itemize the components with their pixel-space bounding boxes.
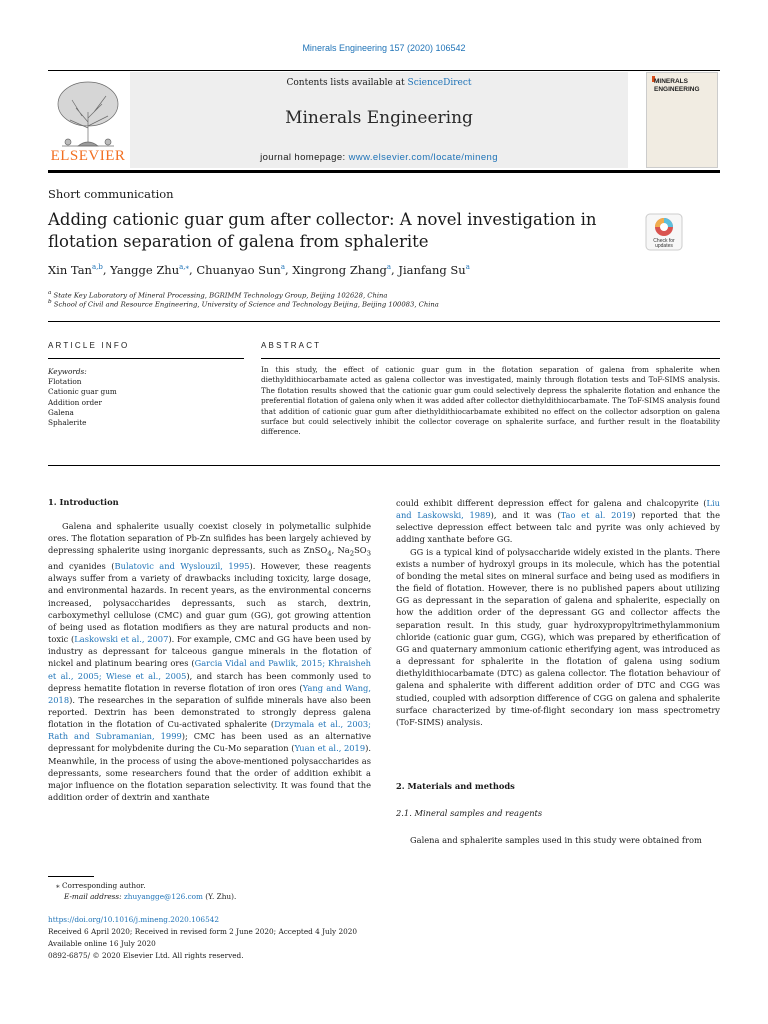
author-affiliation-mark[interactable]: a,⁎ xyxy=(179,263,190,272)
paragraph: Galena and sphalerite usually coexist closely in polymetallic sulphide ores. The flotation separation of Pb-Zn sulfides has been largely achieved by depressing sphalerite using inorganic depressants, such as ZnSO$_4$, $Na_2SO_3$ and cyanides (Bulatovic and Wyslouzil, 1995). However, these reagents always suffer from a variety of drawbacks including toxicity, large dosage, and environmental hazards. In recent years, as the environmental concerns increased, polysaccharides depressants, such as starch, dextrin, carboxymethyl cellulose (CMC) and guar gum (GG), got growing attention of being used as flotation modifiers as they are natural products and non-toxic (Laskowski et al., 2007). For example, CMC and GG have been used by industry as depressant for talceous gangue minerals in the flotation of nickel and platinum bearing ores (Garcia Vidal and Pawlik, 2015; Khraisheh et al., 2005; Wiese et al., 2005), and starch has been commonly used to depress hematite flotation in reverse flotation of iron ores (Yang and Wang, 2018). The researches in the separation of sulfide minerals have also been reported. Dextrin has been demonstrated to strongly depress galena flotation in the flotation of Cu-activated sphalerite (Drzymala et al., 2003; Rath and Subramanian, 1999); CMC has been used as an alternative depressant for molybdenite during the Cu-Mo separation (Yuan et al., 2019). Meanwhile, in the process of using the above-mentioned polysaccharides as depressants, some researchers found that the order of addition exhibit a major influence on the flotation separation selectivity. It was found that the addition order of dextrin and xanthate xyxy=(48,521,371,803)
journal-name: Minerals Engineering xyxy=(285,108,473,128)
header-rule-top xyxy=(48,70,720,71)
divider xyxy=(261,358,720,359)
author-list: Xin Tan$^{a,b}$, Yangge Zhu$^{a,⁎}$, Chuanyao Sun$^a$, Xingrong Zhang$^a$, Jianfang Su$^a$ xyxy=(48,263,470,277)
article-info-heading: ARTICLE INFO xyxy=(48,341,130,350)
abstract-text: In this study, the effect of cationic guar gum in the flotation separation of galena from sphalerite when diethyldithiocarbamate acted as galena collector was investigated, mainly through flotation tests and ToF-SIMS analysis. The flotation results showed that the cationic guar gum could selectively depress the sphalerite flotation and enhance the preferential flotation of galena only when it was added after collector diethyldithiocarbamate. The ToF-SIMS analysis found that addition of cationic guar gum after diethyldithiocarbamate exhibited no effect on the collector adsorption on galena surface but could selectively inhibit the collector coverage on sphalerite surface, and further result in the floatability difference. xyxy=(261,365,720,437)
author-affiliation-mark[interactable]: a xyxy=(386,263,392,272)
article-type: Short communication xyxy=(48,187,174,201)
citation-link[interactable]: Bulatovic and Wyslouzil, 1995 xyxy=(114,561,250,572)
author-name: Xingrong Zhang xyxy=(292,263,387,277)
divider xyxy=(48,465,720,466)
section-heading-introduction: 1. Introduction xyxy=(48,497,119,507)
copyright-notice: 0892-6875/ © 2020 Elsevier Ltd. All rights reserved. xyxy=(48,951,244,960)
introduction-column xyxy=(48,520,371,803)
divider xyxy=(48,321,720,322)
author-affiliation-mark[interactable]: a xyxy=(465,263,470,272)
author-name: Yangge Zhu xyxy=(110,263,180,277)
section-heading-methods: 2. Materials and methods xyxy=(396,781,515,791)
article-title: Adding cationic guar gum after collector: A novel investigation in flotation separation of galena from sphalerite xyxy=(48,210,597,251)
online-date: Available online 16 July 2020 xyxy=(48,939,156,948)
citation-link[interactable]: Garcia Vidal and Pawlik, 2015; Khraisheh et al., 2005; Wiese et al., 2005 xyxy=(48,658,371,681)
citation-link[interactable]: Drzymala et al., 2003; Rath and Subramanian, 1999 xyxy=(48,719,371,742)
divider xyxy=(48,358,244,359)
subscript: 4 xyxy=(327,549,332,558)
abstract-heading: ABSTRACT xyxy=(261,341,322,350)
right-column xyxy=(396,497,720,728)
check-for-updates-icon[interactable] xyxy=(645,213,683,251)
keyword: Flotation xyxy=(48,377,82,387)
affiliation-a: $^a$ State Key Laboratory of Mineral Processing, BGRIMM Technology Group, Beijing 102628, China xyxy=(48,290,388,300)
citation-link[interactable]: Tao et al. 2019 xyxy=(560,510,633,521)
email-note: E-mail address: zhuyangge@126.com (Y. Zhu). xyxy=(64,892,237,901)
keyword: Galena xyxy=(48,407,74,417)
citation-link[interactable]: Yang and Wang, 2018 xyxy=(48,682,371,705)
citation-link[interactable]: Liu and Laskowski, 1989 xyxy=(396,498,720,521)
contents-available: Contents lists available at ScienceDirect xyxy=(286,78,472,88)
doi-link[interactable]: https://doi.org/10.1016/j.mineng.2020.106542 xyxy=(48,915,220,924)
affiliation-b: $^b$ School of Civil and Resource Engineering, University of Science and Technology Beijing, Beijing 100083, China xyxy=(48,299,439,309)
subscript: 2 xyxy=(349,549,355,558)
keywords-label: Keywords: xyxy=(48,367,87,376)
journal-homepage: journal homepage: www.elsevier.com/locate/mineng xyxy=(260,152,498,163)
author-affiliation-mark[interactable]: a xyxy=(280,263,286,272)
corresponding-author-note: ⁎ Corresponding author. xyxy=(56,881,146,890)
elsevier-wordmark: ELSEVIER xyxy=(50,148,126,164)
paragraph: GG is a typical kind of polysaccharide widely existed in the plants. There exists a number of hydroxyl groups in its molecule, which has the potential of bonding the metal sites on mineral surface and being used as modifiers in the field of flotation. However, there is no published papers about utilizing GG as depressant in the separation of galena and sphalerite, especially on how the addition order of the depressant GG and collector affects the separation result. In this study, guar hydroxypropyltrimethylammonium chloride (cationic guar gum, CGG), which was prepared by etherification of GG and quaternary ammonium cationic etherifying agent, was introduced as a depressant for sphalerite in the flotation of galena using sodium diethyldithiocarbamate (DTC) as galena collector. The flotation behaviour of galena and sphalerite with different addition order of DTC and CGG was studied, coupled with adsorption difference of CGG on galena and sphalerite surface characterized by time-of-flight secondary ion mass spectrometry (ToF-SIMS) analysis. xyxy=(396,546,720,727)
keyword: Sphalerite xyxy=(48,418,87,428)
svg-text:Check for: Check for xyxy=(653,238,675,244)
author-affiliation-mark[interactable]: a,b xyxy=(91,263,103,272)
sciencedirect-link[interactable]: ScienceDirect xyxy=(407,78,472,88)
citation-link[interactable]: Laskowski et al., 2007 xyxy=(74,634,169,645)
header-rule-bottom xyxy=(48,170,720,173)
footnote-rule xyxy=(48,876,94,877)
keyword: Addition order xyxy=(48,397,102,407)
subscript: 3 xyxy=(366,549,371,558)
homepage-link[interactable]: www.elsevier.com/locate/mineng xyxy=(348,152,498,163)
keywords-block xyxy=(48,367,117,428)
received-dates: Received 6 April 2020; Received in revised form 2 June 2020; Accepted 4 July 2020 xyxy=(48,927,358,936)
author-name: Jianfang Su xyxy=(398,263,466,277)
svg-text:updates: updates xyxy=(655,243,673,249)
paragraph: Galena and sphalerite samples used in this study were obtained from xyxy=(410,835,702,845)
author-name: Xin Tan xyxy=(48,263,92,277)
email-link[interactable]: zhuyangge@126.com xyxy=(123,892,203,901)
subsection-heading: 2.1. Mineral samples and reagents xyxy=(396,808,543,818)
keyword: Cationic guar gum xyxy=(48,387,117,397)
citation-link[interactable]: Yuan et al., 2019 xyxy=(294,743,366,754)
author-name: Chuanyao Sun xyxy=(196,263,281,277)
cover-title: MINERALS ENGINEERING xyxy=(654,78,700,93)
paragraph: could exhibit different depression effect for galena and chalcopyrite (Liu and Laskowski, 1989), and it was (Tao et al. 2019) reported that the selective depression effect between talc and pyrite was only achieved by adding xanthate before GG. xyxy=(396,498,721,545)
journal-citation[interactable]: Minerals Engineering 157 (2020) 106542 xyxy=(302,43,466,53)
